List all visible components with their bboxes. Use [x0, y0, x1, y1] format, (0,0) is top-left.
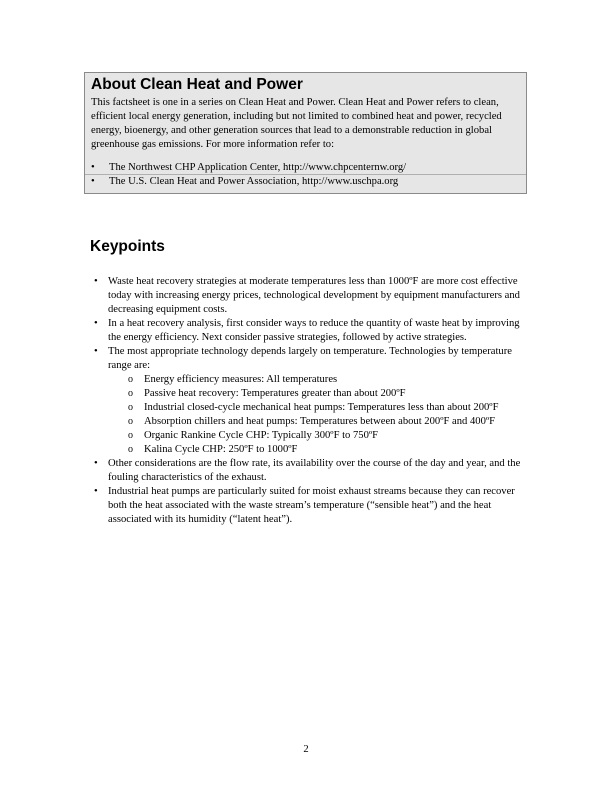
keypoint-item — [90, 457, 528, 485]
keypoint-text: Industrial heat pumps are particularly suited for moist exhaust streams because they can recover both the heat associated with the waste stream’s temperature (“sensible heat”) and the heat associated with its humidity (“latent heat”). — [108, 486, 515, 525]
technology-item: o Organic Rankine Cycle CHP: Typically 300ºF to 750ºF — [108, 429, 528, 443]
technology-item: o Industrial closed-cycle mechanical heat pumps: Temperatures less than about 200ºF — [108, 401, 528, 415]
about-title: About Clean Heat and Power — [91, 76, 303, 93]
about-clean-heat-and-power-box — [84, 72, 527, 194]
technology-item: o Energy efficiency measures: All temperatures — [108, 373, 528, 387]
keypoint-text: Other considerations are the flow rate, its availability over the course of the day and year, and the fouling characteristics of the exhaust. — [108, 458, 521, 483]
keypoint-item — [90, 485, 528, 527]
page-number: 2 — [303, 744, 309, 755]
keypoint-text: Waste heat recovery strategies at moderate temperatures less than 1000ºF are more cost effective today with increasing energy prices, technological development by equipment manufacturers and decreasing equipment costs. — [108, 276, 520, 315]
technologies-list — [108, 373, 528, 457]
about-link-item — [85, 161, 526, 175]
technology-item: o Kalina Cycle CHP: 250ºF to 1000ºF — [108, 443, 528, 457]
technology-item: o Absorption chillers and heat pumps: Temperatures between about 200ºF and 400ºF — [108, 415, 528, 429]
technology-item: o Passive heat recovery: Temperatures greater than about 200ºF — [108, 387, 528, 401]
keypoint-item — [90, 345, 528, 457]
keypoints-heading: Keypoints — [90, 238, 165, 255]
keypoint-text: The most appropriate technology depends largely on temperature. Technologies by temperature range are: — [108, 346, 512, 371]
keypoints-list — [90, 275, 528, 527]
about-link-item — [85, 175, 526, 189]
keypoint-text: In a heat recovery analysis, first consider ways to reduce the quantity of waste heat by improving the energy efficiency. Next consider passive strategies, followed by active strategies. — [108, 318, 520, 343]
uschpa-link[interactable]: The U.S. Clean Heat and Power Association, http://www.uschpa.org — [109, 176, 399, 187]
about-links-list — [85, 161, 526, 189]
northwest-chp-link[interactable]: The Northwest CHP Application Center, http://www.chpcenternw.org/ — [109, 162, 407, 173]
keypoint-item — [90, 275, 528, 317]
keypoint-item — [90, 317, 528, 345]
about-description: This factsheet is one in a series on Clean Heat and Power. Clean Heat and Power refers to clean, efficient local energy generation, including but not limited to combined heat and power, recycled energy, bioenergy, and other generation sources that lead to a demonstrable reduction in global greenhouse gas emissions. For more information refer to: — [91, 97, 502, 150]
